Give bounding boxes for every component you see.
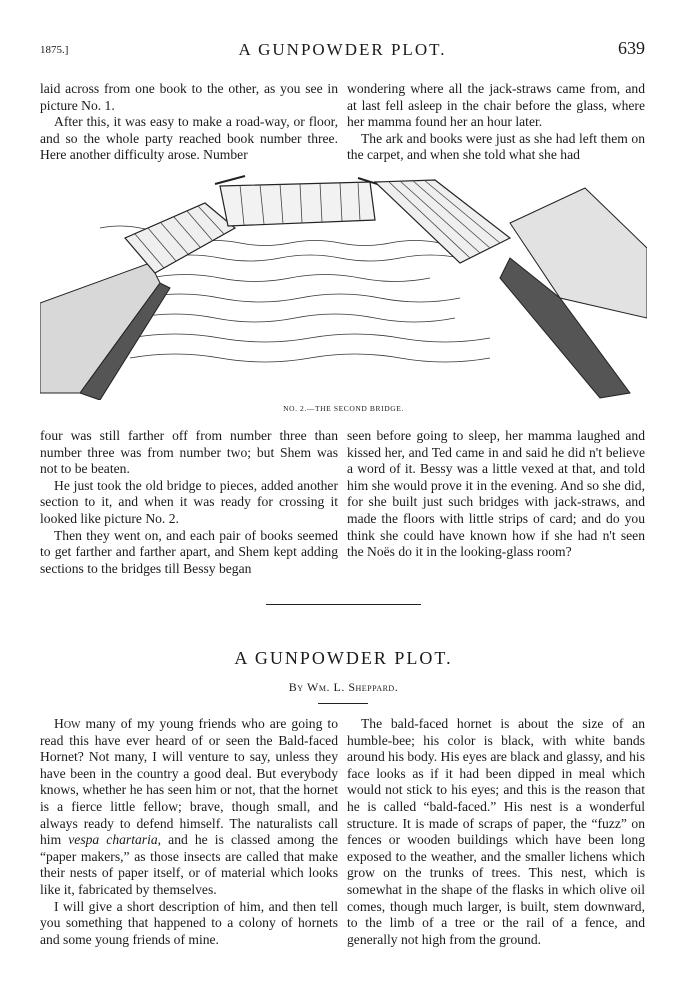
bridge-illustration <box>40 168 647 400</box>
bridge-engraving <box>40 168 647 400</box>
column-top-left <box>40 81 338 164</box>
paragraph: laid across from one book to the other, as you see in picture No. 1. <box>40 81 338 113</box>
paragraph: The bald-faced hornet is about the size of an humble-bee; his color is black, with white bands around his body. His eyes are black and glassy, and his face looks as if it had been dipped in meal which would not stick to his eyes; and this is the reason that he is called “bald-faced.” His nest is a wonderful structure. It is made of scraps of paper, the “fuzz” on fences or wooden buildings which have been long exposed to the weather, and the smaller lichens which grow on the trunks of trees. This nest, which is somewhat in the shape of the flasks in which olive oil comes, though much larger, is built, stem downward, to the limb of a tree or the rail of a fence, and generally not high from the ground. <box>347 716 645 947</box>
italic-term: vespa chartaria, <box>68 832 162 848</box>
drop-lead-word: How <box>54 716 81 731</box>
left-book-bank <box>40 263 170 400</box>
running-head-date: 1875.] <box>40 44 69 56</box>
bridge-center-section <box>215 176 390 226</box>
column-bottom-left <box>40 716 338 948</box>
paragraph: After this, it was easy to make a road-way, or floor, and so the whole party reached book number three. Here another difficulty arose. Number <box>40 114 338 163</box>
paragraph: He just took the old bridge to pieces, added another section to it, and when it was ready for crossing it looked like picture No. 2. <box>40 477 338 526</box>
column-bottom-right <box>347 716 645 948</box>
paragraph: wondering where all the jack-straws came from, and at last fell asleep in the chair before the glass, where her mamma found her an hour later. <box>347 81 645 130</box>
paragraph: The ark and books were just as she had left them on the carpet, and when she told what she had <box>347 130 645 163</box>
right-book-bank <box>500 188 647 398</box>
running-head <box>40 38 645 62</box>
paragraph: Then they went on, and each pair of books seemed to get farther and farther apart, and Shem kept adding sections to the bridges till Bessy began <box>40 527 338 576</box>
byline-author: Wm. L. Sheppard. <box>307 680 399 694</box>
column-mid-left <box>40 428 338 577</box>
column-top-right <box>347 81 645 164</box>
byline-prefix: By <box>288 680 304 694</box>
paragraph: four was still farther off from number three than number three was from number two; but Shem was not to be beaten. <box>40 428 338 477</box>
section-divider <box>266 604 421 605</box>
running-head-title: A GUNPOWDER PLOT. <box>238 40 447 59</box>
article-title: A GUNPOWDER PLOT. <box>234 648 453 668</box>
byline-divider <box>318 703 368 704</box>
bridge-right-section <box>375 180 510 263</box>
bridge-left-section <box>125 203 235 273</box>
paragraph: I will give a short description of him, and then tell you something that happened to a colony of hornets and some young friends of mine. <box>40 898 338 947</box>
page-number: 639 <box>618 38 645 58</box>
column-mid-right <box>347 428 645 561</box>
paragraph <box>40 716 338 899</box>
paragraph: seen before going to sleep, her mamma laughed and kissed her, and Ted came in and said he did n't believe a word of it. Bessy was a little vexed at that, and told him she would prove it in the evening. And so she did, for she built just such bridges with jack-straws, and made the floors with little strips of card; and do you think she could have known how if she had n't seen the Noës do it in the looking-glass room? <box>347 428 645 560</box>
text-run: and he is classed among the “paper makers,” as those insects are called that make their nests of paper itself, or of material which looks like it, fabricated by themselves. <box>40 832 339 897</box>
figure-caption: NO. 2.—THE SECOND BRIDGE. <box>283 404 404 413</box>
text-run: many of my young friends who are going to read this have ever heard of or seen the Bald-faced Hornet? Not many, I will venture to say, unless they have been in the country a good deal. But everybody knows, whether he has seen him or not, that the hornet is a fierce little fellow; brave, though small, and always ready to defend himself. The naturalists call him <box>40 716 338 848</box>
byline <box>0 680 687 695</box>
